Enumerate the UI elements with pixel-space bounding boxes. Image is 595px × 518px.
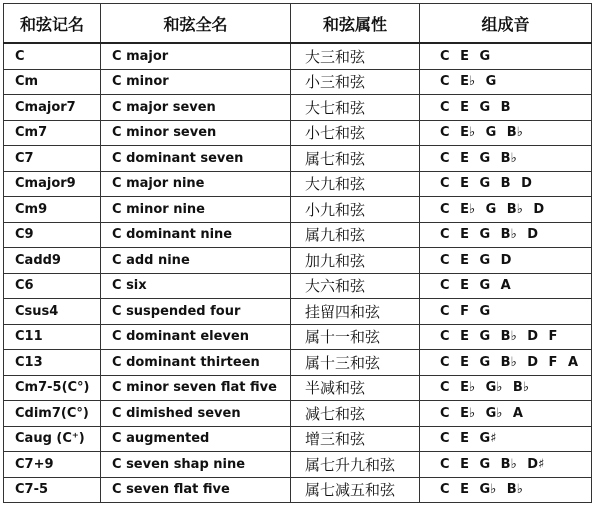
chord-full-name-cell: C seven shap nine [101, 452, 291, 478]
chord-notes-cell: C E G A [420, 273, 592, 299]
chord-abbreviation-cell: C6 [4, 273, 101, 299]
chord-abbreviation-cell: Caug (C⁺) [4, 426, 101, 452]
chord-notes-cell: C E♭ G♭ A [420, 401, 592, 427]
chord-abbreviation-cell: Cadd9 [4, 248, 101, 274]
chord-full-name-cell: C minor nine [101, 197, 291, 223]
chord-type-cell: 大六和弦 [291, 273, 420, 299]
chord-abbreviation-cell: C13 [4, 350, 101, 376]
chord-type-cell: 属十三和弦 [291, 350, 420, 376]
table-row [4, 69, 592, 95]
chord-type-cell: 属七和弦 [291, 146, 420, 172]
chord-abbreviation-cell: C7+9 [4, 452, 101, 478]
chord-type-cell: 大七和弦 [291, 95, 420, 121]
chord-type-cell: 半减和弦 [291, 375, 420, 401]
chord-full-name-cell: C major seven [101, 95, 291, 121]
chord-full-name-cell: C add nine [101, 248, 291, 274]
table-row [4, 324, 592, 350]
chord-type-cell: 小七和弦 [291, 120, 420, 146]
table-row [4, 401, 592, 427]
chord-abbreviation-cell: Cm7-5(C°) [4, 375, 101, 401]
chord-type-cell: 大九和弦 [291, 171, 420, 197]
chord-table [3, 3, 592, 503]
table-row [4, 222, 592, 248]
chord-full-name-cell: C dominant seven [101, 146, 291, 172]
chord-full-name-cell: C dominant eleven [101, 324, 291, 350]
chord-abbreviation-cell: C7-5 [4, 477, 101, 503]
chord-abbreviation-cell: Cdim7(C°) [4, 401, 101, 427]
chord-type-cell: 属七升九和弦 [291, 452, 420, 478]
chord-full-name-cell: C suspended four [101, 299, 291, 325]
chord-abbreviation-cell: Cmajor9 [4, 171, 101, 197]
chord-abbreviation-cell: C7 [4, 146, 101, 172]
chord-notes-cell: C E G B♭ D F [420, 324, 592, 350]
chord-notes-cell: C E G B♭ [420, 146, 592, 172]
chord-notes-cell: C E G D [420, 248, 592, 274]
table-row [4, 299, 592, 325]
chord-abbreviation-cell: Cm7 [4, 120, 101, 146]
chord-type-cell: 增三和弦 [291, 426, 420, 452]
header-chord-abbreviation: 和弦记名 [4, 4, 101, 44]
chord-abbreviation-cell: Cmajor7 [4, 95, 101, 121]
chord-notes-cell: C E G B♭ D F A [420, 350, 592, 376]
chord-full-name-cell: C dominant nine [101, 222, 291, 248]
chord-notes-cell: C E G♯ [420, 426, 592, 452]
header-chord-full-name: 和弦全名 [101, 4, 291, 44]
table-row [4, 426, 592, 452]
chord-type-cell: 小三和弦 [291, 69, 420, 95]
chord-full-name-cell: C dimished seven [101, 401, 291, 427]
chord-full-name-cell: C major nine [101, 171, 291, 197]
chord-type-cell: 属十一和弦 [291, 324, 420, 350]
chord-full-name-cell: C dominant thirteen [101, 350, 291, 376]
chord-abbreviation-cell: C9 [4, 222, 101, 248]
chord-notes-cell: C E G [420, 43, 592, 69]
table-header [4, 4, 592, 44]
chord-abbreviation-cell: Cm9 [4, 197, 101, 223]
table-row [4, 171, 592, 197]
chord-notes-cell: C E G B♭ D [420, 222, 592, 248]
chord-full-name-cell: C six [101, 273, 291, 299]
chord-full-name-cell: C minor seven flat five [101, 375, 291, 401]
header-row [4, 4, 592, 44]
table-row [4, 273, 592, 299]
chord-notes-cell: C F G [420, 299, 592, 325]
chord-abbreviation-cell: C [4, 43, 101, 69]
chord-notes-cell: C E♭ G♭ B♭ [420, 375, 592, 401]
chord-notes-cell: C E♭ G B♭ [420, 120, 592, 146]
chord-notes-cell: C E G B [420, 95, 592, 121]
chord-type-cell: 加九和弦 [291, 248, 420, 274]
table-row [4, 452, 592, 478]
table-row [4, 43, 592, 69]
chord-notes-cell: C E G B D [420, 171, 592, 197]
table-row [4, 350, 592, 376]
table-row [4, 95, 592, 121]
chord-full-name-cell: C seven flat five [101, 477, 291, 503]
chord-abbreviation-cell: C11 [4, 324, 101, 350]
chord-notes-cell: C E G♭ B♭ [420, 477, 592, 503]
chord-notes-cell: C E♭ G [420, 69, 592, 95]
header-chord-type: 和弦属性 [291, 4, 420, 44]
table-row [4, 120, 592, 146]
chord-type-cell: 属九和弦 [291, 222, 420, 248]
chord-full-name-cell: C minor [101, 69, 291, 95]
table-row [4, 477, 592, 503]
table-body [4, 43, 592, 503]
chord-type-cell: 挂留四和弦 [291, 299, 420, 325]
table-row [4, 248, 592, 274]
header-chord-notes: 组成音 [420, 4, 592, 44]
chord-abbreviation-cell: Cm [4, 69, 101, 95]
chord-notes-cell: C E♭ G B♭ D [420, 197, 592, 223]
table-row [4, 375, 592, 401]
chord-full-name-cell: C major [101, 43, 291, 69]
chord-full-name-cell: C minor seven [101, 120, 291, 146]
chord-type-cell: 大三和弦 [291, 43, 420, 69]
chord-type-cell: 属七减五和弦 [291, 477, 420, 503]
table-row [4, 146, 592, 172]
chord-notes-cell: C E G B♭ D♯ [420, 452, 592, 478]
chord-type-cell: 小九和弦 [291, 197, 420, 223]
table-row [4, 197, 592, 223]
chord-full-name-cell: C augmented [101, 426, 291, 452]
chord-abbreviation-cell: Csus4 [4, 299, 101, 325]
chord-type-cell: 减七和弦 [291, 401, 420, 427]
